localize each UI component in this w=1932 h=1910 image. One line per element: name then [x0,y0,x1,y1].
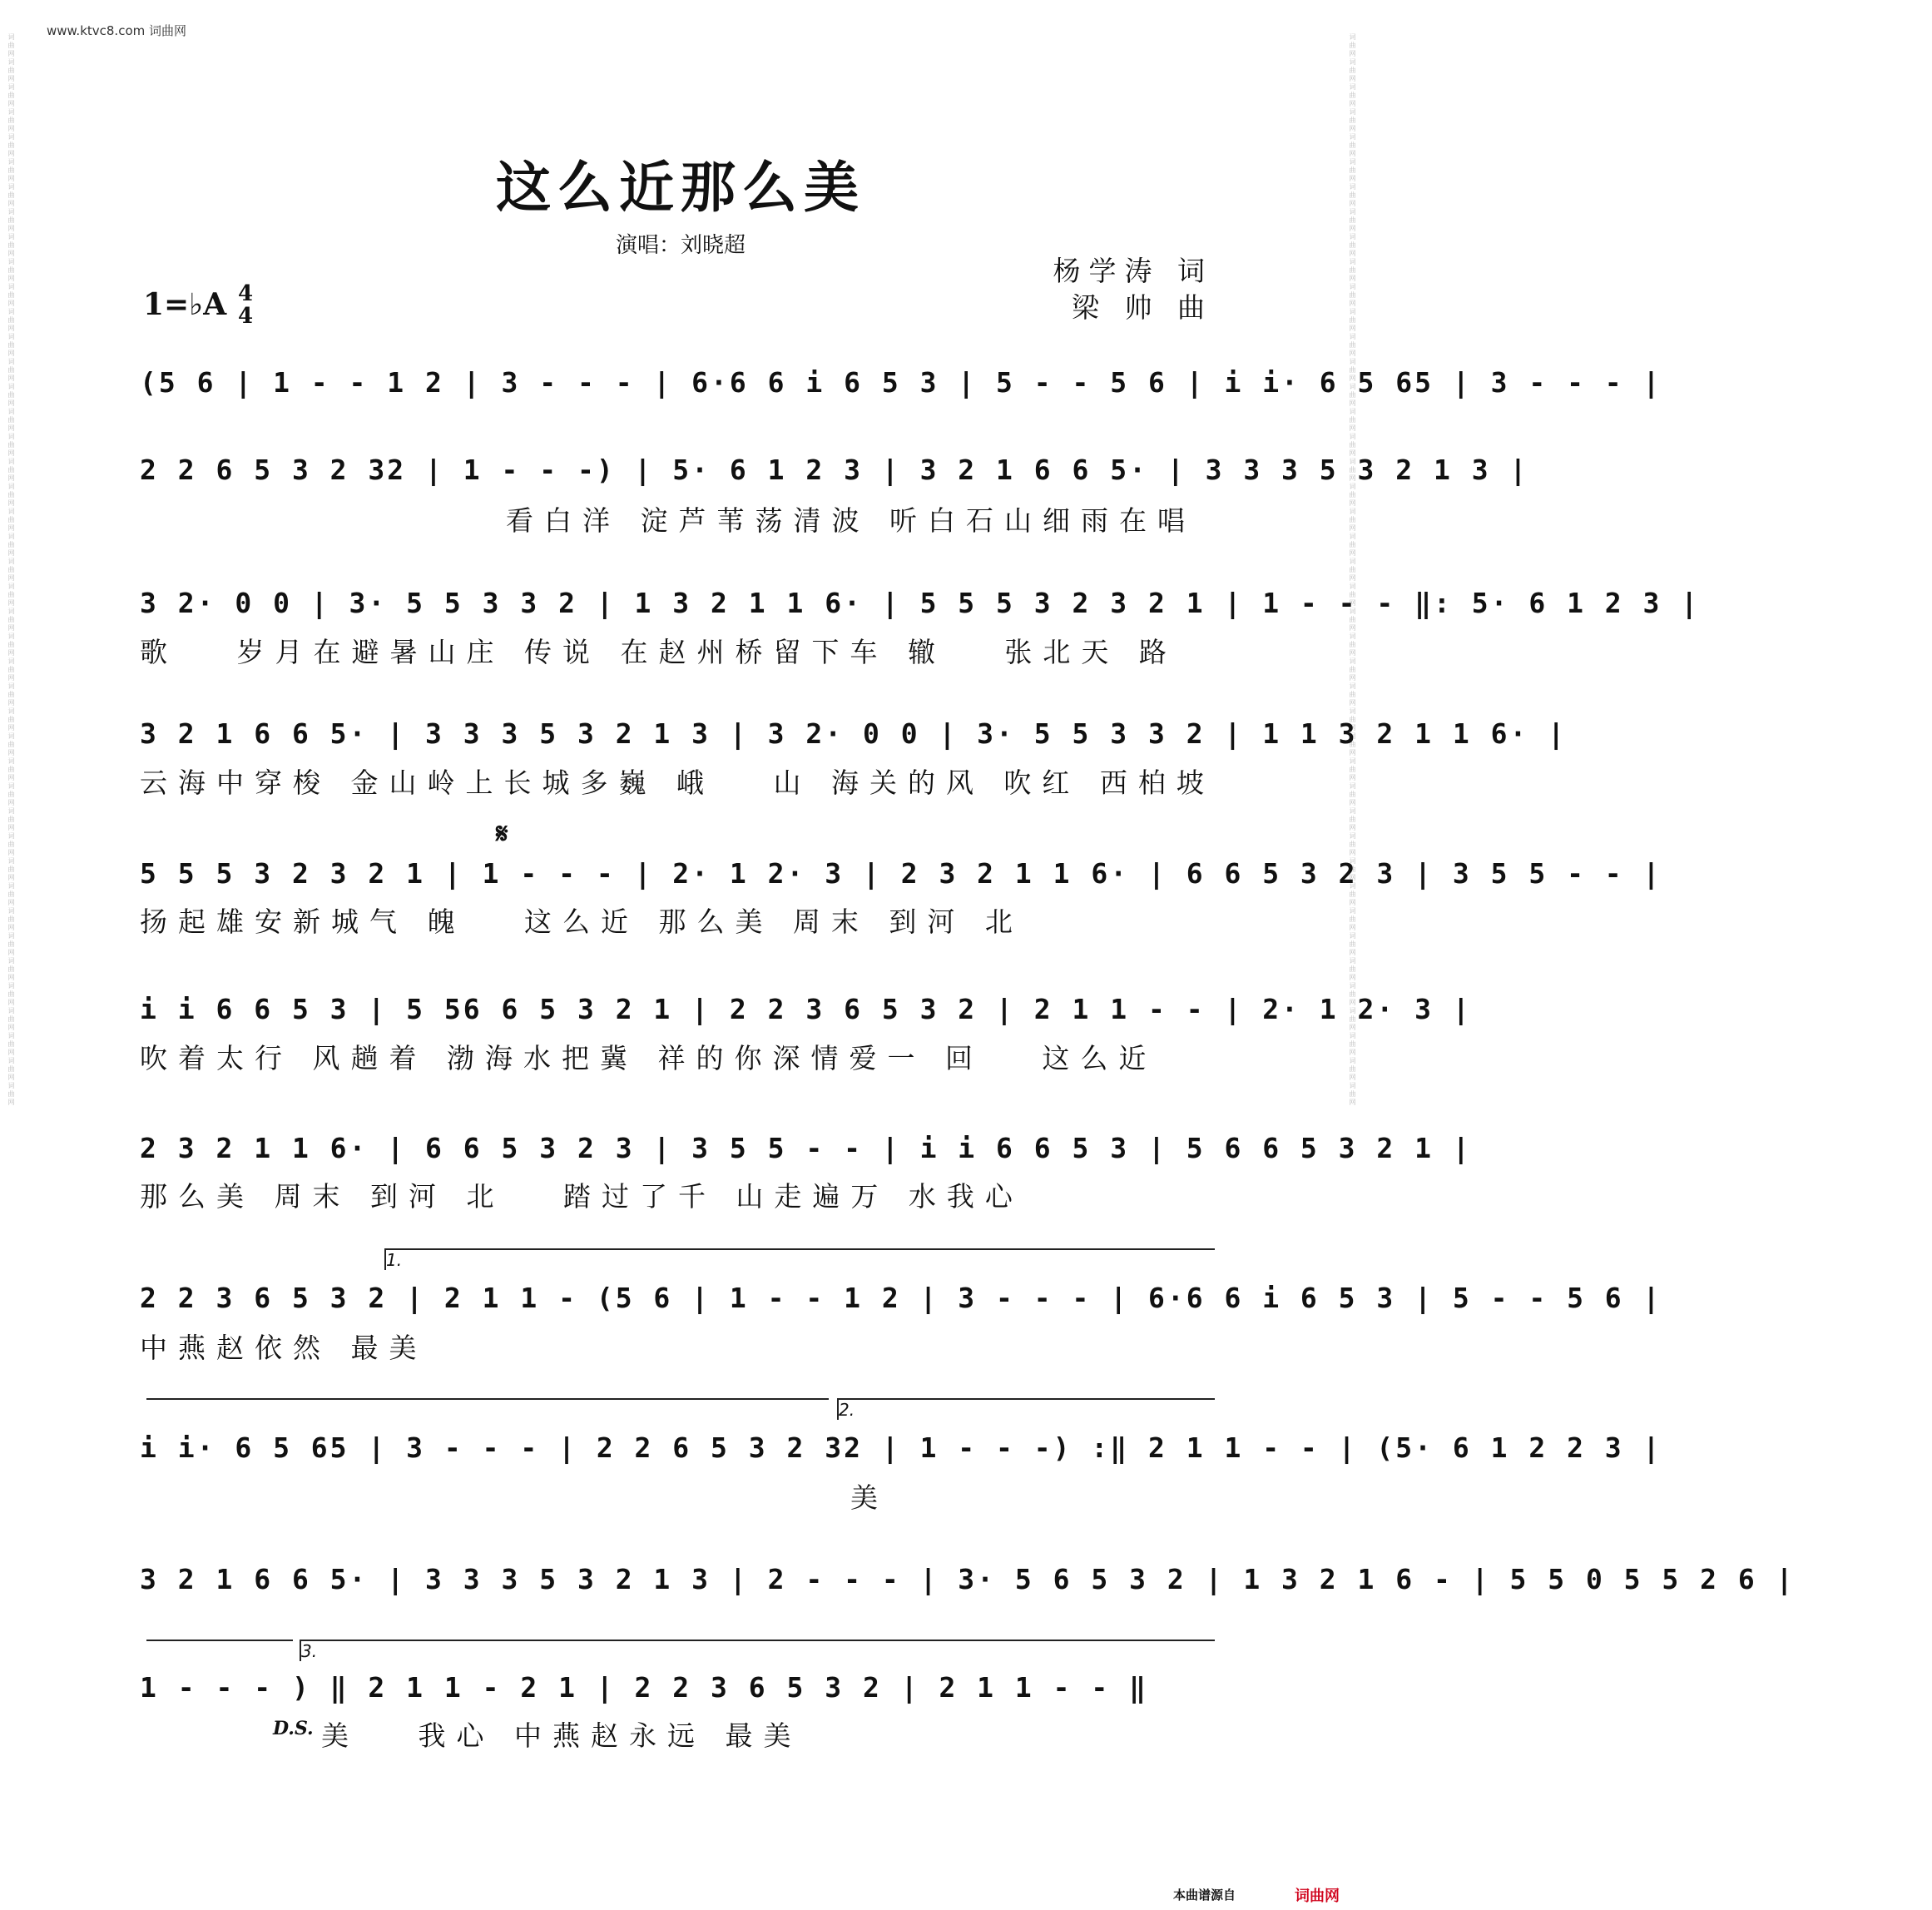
lyricist-credit: 杨学涛 词 [1053,255,1213,287]
score-row-3-notes: 3 2· 0 0 | 3· 5 5 3 3 2 | 1 3 2 1 1 6· | 5 5 5 3 2 3 2 1 | 1 - - - ‖: 5· 6 1 2 3 | [140,587,1701,619]
time-signature-bottom: 4 [238,304,254,329]
key-signature: 1=♭A [143,287,227,322]
score-row-8-lyrics: 中燕赵依然 最美 [140,1332,428,1364]
score-row-6-notes: i i 6 6 5 3 | 5 56 6 5 3 2 1 | 2 2 3 6 5 3 2 | 2 1 1 - - | 2· 1 2· 3 | [140,993,1472,1025]
volta-1-continuation [146,1398,829,1400]
volta-2-label: 2. [839,1400,855,1420]
composer-credit: 梁 帅 曲 [1072,291,1213,324]
score-row-3-lyrics: 歌 岁月在避暑山庄 传说 在赵州桥留下车 辙 张北天 路 [140,636,1177,668]
score-row-4-notes: 3 2 1 6 6 5· | 3 3 3 5 3 2 1 3 | 3 2· 0 0 | 3· 5 5 3 3 2 | 1 1 3 2 1 1 6· | [140,717,1568,750]
score-row-4-lyrics: 云海中穿梭 金山岭上长城多巍 峨 山 海关的风 吹红 西柏坡 [140,766,1215,799]
singer-credit: 演唱：刘晓超 [615,233,746,258]
footer-source-text: 本曲谱源自 [1173,1888,1236,1903]
score-row-2-lyrics: 看白洋 淀芦苇荡清波 听白石山细雨在唱 [506,504,1196,537]
footer-brand-logo[interactable]: 词曲网 [1295,1888,1340,1905]
score-row-9-notes: i i· 6 5 65 | 3 - - - | 2 2 6 5 3 2 32 | 1 - - -) :‖ 2 1 1 - - | (5· 6 1 2 2 3 | [140,1431,1662,1464]
volta-2-continuation [146,1640,293,1641]
song-title: 这么近那么美 [496,155,865,220]
score-row-10-notes: 3 2 1 6 6 5· | 3 3 3 5 3 2 1 3 | 2 - - - | 3· 5 6 5 3 2 | 1 3 2 1 6 - | 5 5 0 5 5 2 6 | [140,1563,1796,1595]
volta-2-bracket [837,1398,1215,1420]
score-row-6-lyrics: 吹着太行 风趟着 渤海水把冀 祥的你深情爱一 回 这么近 [140,1042,1157,1074]
score-row-5-notes: 5 5 5 3 2 3 2 1 | 1 - - - | 2· 1 2· 3 | 2 3 2 1 1 6· | 6 6 5 3 2 3 | 3 5 5 - - | [140,857,1662,890]
score-row-5-lyrics: 扬起雄安新城气 魄 这么近 那么美 周末 到河 北 [140,905,1023,938]
score-row-11-notes: 1 - - - ) ‖ 2 1 1 - 2 1 | 2 2 3 6 5 3 2 | 2 1 1 - - ‖ [140,1671,1148,1704]
left-watermark-strip: 词曲网词曲网词曲网词曲网词曲网词曲网词曲网词曲网词曲网词曲网词曲网词曲网词曲网词曲网词曲网词曲网词曲网词曲网词曲网词曲网词曲网词曲网词曲网词曲网词曲网词曲网词曲网词曲网词曲网词曲网词曲网词曲网词曲网词曲网词曲网词曲网词曲网词曲网词曲网词曲网词曲网词曲网词曲网 [7,33,15,1107]
volta-3-bracket [300,1640,1215,1661]
score-row-1-notes: (5 6 | 1 - - 1 2 | 3 - - - | 6·6 6 i 6 5 3 | 5 - - 5 6 | i i· 6 5 65 | 3 - - - | [140,366,1662,399]
volta-1-bracket [384,1248,1215,1270]
score-row-8-notes: 2 2 3 6 5 3 2 | 2 1 1 - (5 6 | 1 - - 1 2 | 3 - - - | 6·6 6 i 6 5 3 | 5 - - 5 6 | [140,1282,1662,1314]
right-watermark-strip: 词曲网词曲网词曲网词曲网词曲网词曲网词曲网词曲网词曲网词曲网词曲网词曲网词曲网词曲网词曲网词曲网词曲网词曲网词曲网词曲网词曲网词曲网词曲网词曲网词曲网词曲网词曲网词曲网词曲网词曲网词曲网词曲网词曲网词曲网词曲网词曲网词曲网词曲网词曲网词曲网词曲网词曲网词曲网 [1349,33,1356,1107]
score-row-11-lyrics: 美 我心 中燕赵永远 最美 [321,1719,802,1752]
site-url[interactable]: www.ktvc8.com 词曲网 [47,23,187,38]
volta-3-label: 3. [301,1641,318,1661]
segno-sign: 𝄋 [496,817,508,851]
score-row-7-notes: 2 3 2 1 1 6· | 6 6 5 3 2 3 | 3 5 5 - - | i i 6 6 5 3 | 5 6 6 5 3 2 1 | [140,1132,1472,1164]
volta-1-label: 1. [386,1250,403,1270]
score-row-7-lyrics: 那么美 周末 到河 北 踏过了千 山走遍万 水我心 [140,1180,1023,1213]
dal-segno-mark: D.S. [273,1718,314,1739]
time-signature-top: 4 [238,281,254,306]
score-row-2-notes: 2 2 6 5 3 2 32 | 1 - - -) | 5· 6 1 2 3 | 3 2 1 6 6 5· | 3 3 3 5 3 2 1 3 | [140,454,1529,486]
time-signature [238,283,253,328]
score-row-9-lyrics: 美 [850,1481,889,1514]
